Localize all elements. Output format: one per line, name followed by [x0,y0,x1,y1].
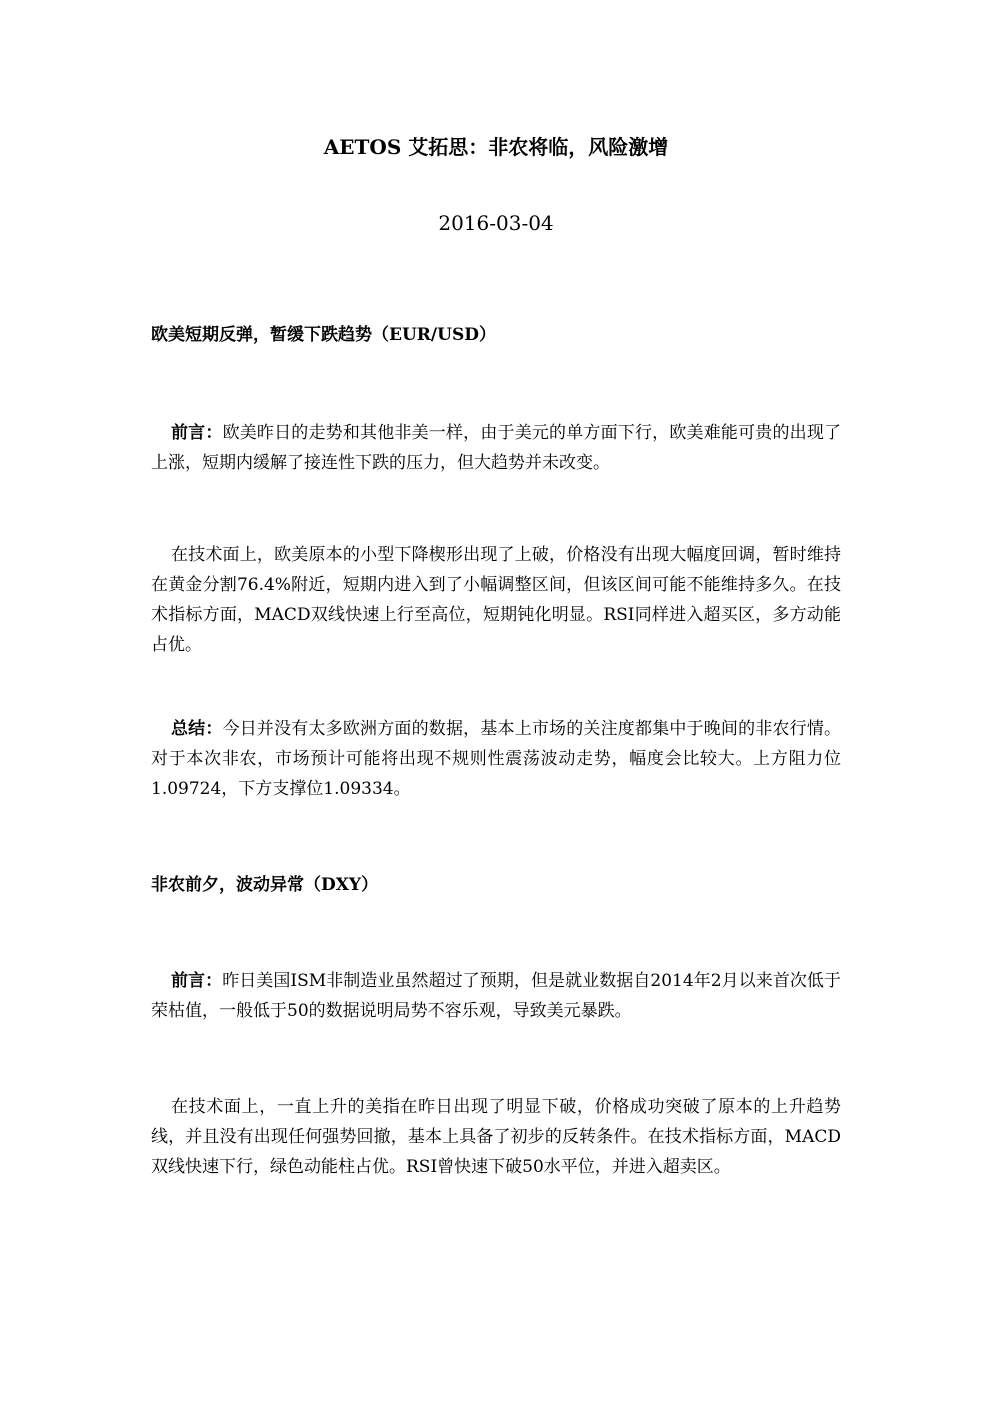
paragraph-text: 在技术面上，一直上升的美指在昨日出现了明显下破，价格成功突破了原本的上升趋势线，并且没有出现任何强势回撤，基本上具备了初步的反转条件。在技术指标方面，MACD双线快速下行，绿色动能柱占优。RSI曾快速下破50水平位，并进入超卖区。 [151,1097,841,1177]
section-heading-dxy: 非农前夕，波动异常（DXY） [151,875,379,895]
paragraph-dxy-technical [151,1092,841,1182]
paragraph-eurusd-technical [151,540,841,660]
paragraph-lead: 前言： [171,971,223,991]
paragraph-text: 在技术面上，欧美原本的小型下降楔形出现了上破，价格没有出现大幅度回调，暂时维持在黄金分割76.4%附近，短期内进入到了小幅调整区间，但该区间可能不能维持多久。在技术指标方面，MACD双线快速上行至高位，短期钝化明显。RSI同样进入超买区，多方动能占优。 [151,545,841,655]
paragraph-text: 今日并没有太多欧洲方面的数据，基本上市场的关注度都集中于晚间的非农行情。对于本次非农，市场预计可能将出现不规则性震荡波动走势，幅度会比较大。上方阻力位1.09724，下方支撑位1.09334。 [151,719,842,799]
section-heading-eurusd: 欧美短期反弹，暂缓下跌趋势（EUR/USD） [151,325,496,345]
paragraph-eurusd-summary [151,714,841,804]
paragraph-lead: 总结： [171,719,223,739]
document-title: AETOS 艾拓思：非农将临，风险激增 [323,135,669,159]
paragraph-text: 欧美昨日的走势和其他非美一样，由于美元的单方面下行，欧美难能可贵的出现了上涨，短期内缓解了接连性下跌的压力，但大趋势并未改变。 [151,423,842,473]
document-date: 2016-03-04 [438,211,554,235]
paragraph-text: 昨日美国ISM非制造业虽然超过了预期，但是就业数据自2014年2月以来首次低于荣枯值，一般低于50的数据说明局势不容乐观，导致美元暴跌。 [151,971,841,1021]
paragraph-eurusd-intro [151,418,841,478]
paragraph-dxy-intro [151,966,841,1026]
paragraph-lead: 前言： [171,423,223,443]
